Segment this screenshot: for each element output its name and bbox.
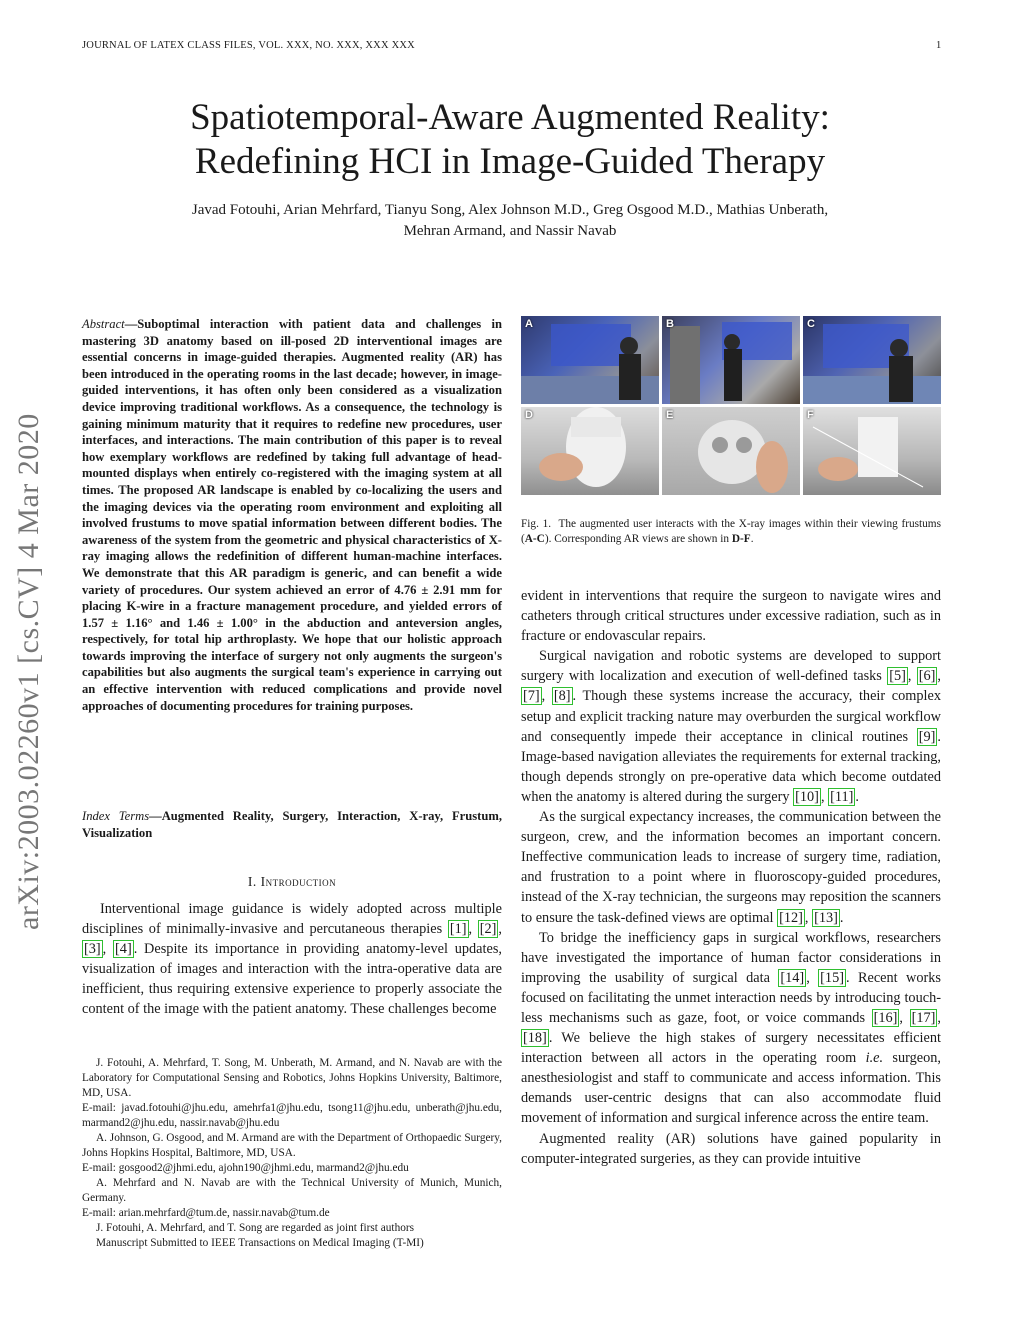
footnote-line: J. Fotouhi, A. Mehrfard, and T. Song are regarded as joint first authors [96, 1222, 415, 1234]
running-header: JOURNAL OF LATEX CLASS FILES, VOL. XXX, NO. XXX, XXX XXX [82, 40, 415, 51]
intro-paragraph: Interventional image guidance is widely adopted across multiple disciplines of minimally-invasive and percutaneous therapies [1] , [2] , [3] , [4] . Despite its importance in providing anatomy-level updates, visualization of images and interaction with the intra-operative data are inefficient, thus requiring extensive experience to properly associate the content of the image with the patient anatomy. These challenges become [82, 901, 502, 1018]
citation-link[interactable]: [18] [523, 1030, 547, 1047]
section-title: Introduction [260, 874, 337, 889]
caption-text: The augmented user interacts with the X-ray images within their viewing frustums ( [521, 518, 941, 545]
surgeon-photo-icon [521, 316, 659, 404]
citation-link[interactable]: [4] [115, 941, 132, 958]
panel-label: F [807, 409, 814, 421]
section-heading [82, 874, 502, 890]
paragraph-text: As the surgical expectancy increases, the communication between the surgeon, crew, and the information becomes an important concern. Ineffective communication leads to increase of surgery time, radiation, and frustration to a point where in fluoroscopy-guided procedures, instead of the X-ray technician, the surgeons may reposition the scanners to ensure the task-defined views are optimal [521, 809, 941, 926]
title-line-2: Redefining HCI in Image-Guided Therapy [194, 141, 826, 182]
panel-label: A [525, 318, 533, 330]
citation-link[interactable]: [16] [873, 1009, 898, 1026]
paragraph: evident in interventions that require the surgeon to navigate wires and catheters through critical structures under excessive radiation, such as in fracture or endovascular repairs. [521, 588, 941, 645]
citation-link[interactable]: [1] [449, 921, 467, 938]
figure-panel-d [521, 407, 659, 495]
paragraph-text: . Recent works focused on facilitating the unmet interaction needs by introducing touch-less mechanisms such as gaze, foot, or voice commands [521, 969, 941, 1026]
paragraph-text: . We believe the high stakes of surgery necessitates efficient interaction between all actors in the operating room [521, 1030, 941, 1067]
index-terms-lead: Index Terms [82, 809, 150, 823]
abstract-lead: Abstract [82, 317, 125, 331]
intro-text-1: Interventional image guidance is widely adopted across multiple disciplines of minimally-invasive and percutaneous therapies [82, 901, 502, 938]
citation-link[interactable]: [9] [918, 728, 936, 745]
caption-text-mid: ). Corresponding AR views are shown in [544, 533, 732, 545]
paragraph-text: surgeon, anesthesiologist and staff to communicate and access information. This demands user-centric designs that can also accommodate fluid movement of information and surgical inference across the entire team. [521, 1050, 941, 1127]
ar-view-icon [803, 407, 941, 495]
paper-title [60, 96, 960, 184]
figure-1 [521, 316, 941, 496]
citation-link[interactable]: [12] [779, 909, 803, 926]
citation-link[interactable]: [2] [479, 921, 497, 938]
figure-panel-c [803, 316, 941, 404]
figure-caption [521, 517, 941, 547]
paragraph-text: Surgical navigation and robotic systems are developed to support surgery with localization and execution of well-defined tasks [521, 648, 941, 685]
footnote-line: J. Fotouhi, A. Mehrfard, T. Song, M. Unberath, M. Armand, and N. Navab are with the Laboratory for Computational Sensing and Robotics, Johns Hopkins University, Baltimore, MD, USA. [82, 1057, 502, 1099]
panel-label: C [807, 318, 815, 330]
surgeon-photo-icon [662, 316, 800, 404]
panel-label: E [666, 409, 674, 421]
caption-prefix: Fig. 1. [521, 518, 552, 530]
paragraph-text: . Image-based navigation alleviates the requirements for external tracking, though depends strongly on pre-operative data which become outdated when the anatomy is altered during the surgery [521, 728, 941, 805]
citation-link[interactable]: [5] [889, 668, 906, 685]
paragraph-text: . [855, 788, 859, 805]
footnote-line: E-mail: javad.fotouhi@jhu.edu, amehrfa1@jhu.edu, tsong11@jhu.edu, unberath@jhu.edu, marmand2@jhu.edu, nassir.navab@jhu.edu [82, 1102, 502, 1129]
ar-view-icon [521, 407, 659, 495]
caption-panels-ac: A-C [524, 533, 545, 545]
paragraph: Surgical navigation and robotic systems are developed to support surgery with localization and execution of well-defined tasks [5] , [6] , [7] , [8] . Though these systems increase the accuracy, their complex setup and explicit tracking nature may overburden the surgical workflow and consequently impede their acceptance in clinical routines [9] . Image-based navigation alleviates the requirements for external tracking, though depends strongly on pre-operative data which become outdated when the anatomy is altered during the surgery [10] , [11] . [521, 648, 941, 805]
figure-panel-f [803, 407, 941, 495]
paragraph-text: . Though these systems increase the accuracy, their complex setup and explicit tracking nature may overburden the surgical workflow and consequently impede their acceptance in clinical routines [521, 688, 941, 745]
author-list [70, 200, 950, 242]
footnote-line: A. Mehrfard and N. Navab are with the Technical University of Munich, Munich, Germany. [82, 1177, 502, 1204]
citation-link[interactable]: [17] [911, 1009, 936, 1026]
citation-link[interactable]: [7] [523, 688, 540, 705]
panel-label: B [666, 318, 674, 330]
panel-label: D [525, 409, 533, 421]
paragraph-text: To bridge the inefficiency gaps in surgical workflows, researchers have investigated the importance of human factor considerations in improving the usability of surgical data [521, 929, 941, 986]
citation-link[interactable]: [10] [795, 788, 819, 805]
caption-panels-df: D-F [731, 533, 751, 545]
page-number: 1 [936, 40, 942, 51]
citation-link[interactable]: [3] [84, 941, 101, 958]
surgeon-photo-icon [803, 316, 941, 404]
footnote-line: A. Johnson, G. Osgood, and M. Armand are with the Department of Orthopaedic Surgery, Johns Hopkins Hospital, Baltimore, MD, USA. [82, 1132, 502, 1159]
caption-end: . [750, 533, 754, 545]
abstract-text: —Suboptimal interaction with patient data and challenges in mastering 3D anatomy based on ill-posed 2D interventional images are essential concerns in image-guided therapies. Augmented reality (AR) has been introduced in the operating rooms in the last decade; however, in image-guided interventions, it has often only been considered as a visualization device improving traditional workflows. As a consequence, the technology is gaining minimum maturity that it requires to redefine new procedures, user interfaces, and interactions. The main contribution of this paper is to reveal how exemplary workflows are redefined by taking full advantage of head-mounted displays when entirely co-registered with the imaging system at all times. The proposed AR landscape is enabled by co-localizing the users and the imaging devices via the operating room environment and exploiting all involved frustums to move spatial information between different bodies. The awareness of the system from the geometric and physical characteristics of X-ray imaging allows the redefinition of different human-machine interfaces. We demonstrate that this AR paradigm is generic, and can benefit a wide variety of procedures. Our system achieved an error of 4.76 ± 2.91 mm for placing K-wire in a fracture management procedure, and yielded errors of 1.57 ± 1.16° and 1.46 ± 1.00° in the abduction and anteversion angles, respectively, for total hip arthroplasty. We hope that our holistic approach towards improving the interface of surgery not only augments the surgeon's capabilities but also augments the surgical team's experience in carrying out an effective intervention with reduced complications and provide novel approaches of documenting procedures for training purposes. [82, 317, 502, 713]
index-terms [82, 808, 502, 841]
citation-link[interactable]: [11] [830, 788, 854, 805]
footnote-line: E-mail: arian.mehrfard@tum.de, nassir.navab@tum.de [82, 1207, 330, 1219]
index-terms-text: —Augmented Reality, Surgery, Interaction, X-ray, Frustum, Visualization [82, 809, 502, 840]
right-column-body [521, 586, 941, 1169]
arxiv-stamp: arXiv:2003.02260v1 [cs.CV] 4 Mar 2020 [12, 413, 45, 930]
authors-line-1: Javad Fotouhi, Arian Mehrfard, Tianyu Song, Alex Johnson M.D., Greg Osgood M.D., Mathias Unberath, [191, 202, 829, 218]
figure-panel-e [662, 407, 800, 495]
paragraph-text: . [839, 909, 844, 926]
abstract [82, 316, 502, 714]
paragraph: Augmented reality (AR) solutions have gained popularity in computer-integrated surgeries, as they can provide intuitive [521, 1130, 941, 1167]
citation-link[interactable]: [15] [820, 969, 844, 986]
paragraph: To bridge the inefficiency gaps in surgical workflows, researchers have investigated the importance of human factor considerations in improving the usability of surgical data [14] , [15] . Recent works focused on facilitating the unmet interaction needs by introducing touch-less mechanisms such as gaze, foot, or voice commands [16] , [17] , [18] . We believe the high stakes of surgery necessitates efficient interaction between all actors in the operating room i.e. surgeon, anesthesiologist and staff to communicate and access information. This demands user-centric designs that can also accommodate fluid movement of information and surgical inference across the entire team. [521, 929, 941, 1127]
paragraph-text: i.e. [865, 1050, 884, 1067]
authors-line-2: Mehran Armand, and Nassir Navab [403, 223, 617, 239]
section-number: I. [247, 874, 257, 889]
ar-view-icon [662, 407, 800, 495]
figure-panel-a [521, 316, 659, 404]
citation-link[interactable]: [14] [780, 969, 805, 986]
paragraph: As the surgical expectancy increases, the communication between the surgeon, crew, and the information becomes an important concern. Ineffective communication leads to increase of surgery time, radiation, and frustration to a point where in fluoroscopy-guided procedures, instead of the X-ray technician, the surgeons may reposition the scanners to ensure the task-defined views are optimal [12] , [13] . [521, 809, 941, 926]
author-footnotes [82, 1056, 502, 1251]
citation-link[interactable]: [8] [553, 688, 571, 705]
footnote-line: Manuscript Submitted to IEEE Transactions on Medical Imaging (T-MI) [96, 1237, 424, 1249]
figure-panel-b [662, 316, 800, 404]
citation-link[interactable]: [6] [918, 668, 936, 685]
footnote-line: E-mail: gosgood2@jhmi.edu, ajohn190@jhmi.edu, marmand2@jhu.edu [82, 1162, 409, 1174]
citation-link[interactable]: [13] [814, 909, 838, 926]
intro-text-2: . Despite its importance in providing anatomy-level updates, visualization of images and interaction with the intra-operative data are inefficient, thus requiring extensive experience to properly associate the content of the image with the patient anatomy. These challenges become [82, 941, 502, 1018]
title-line-1: Spatiotemporal-Aware Augmented Reality: [190, 97, 830, 138]
